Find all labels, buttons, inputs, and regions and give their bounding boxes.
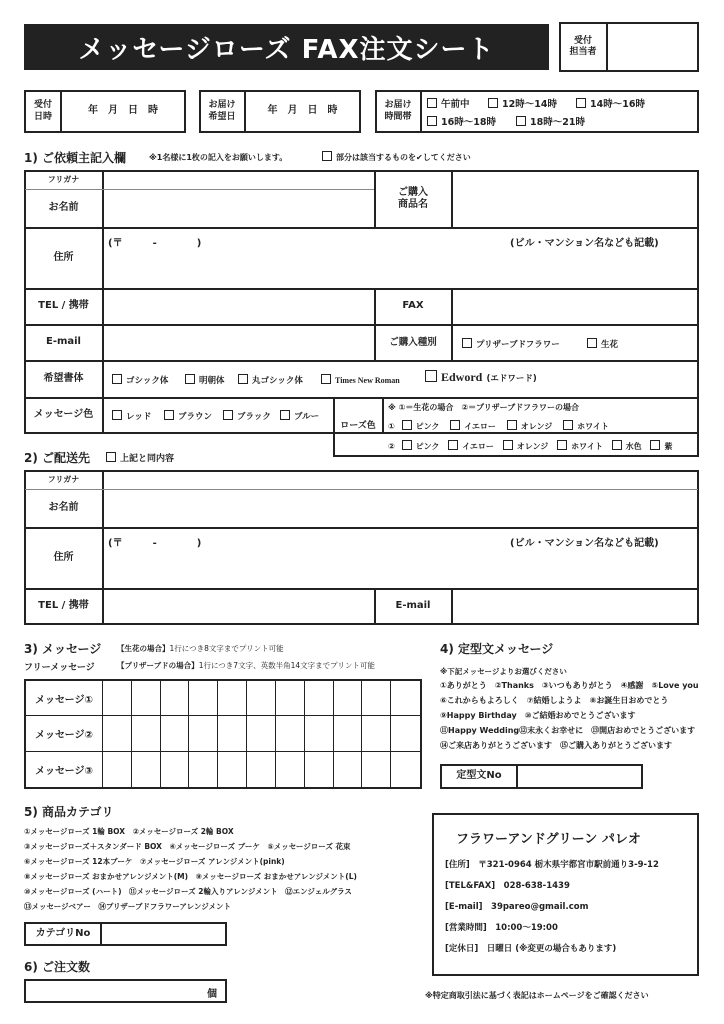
checkbox[interactable] (321, 374, 331, 384)
email-label: E-mail (395, 600, 431, 612)
postal-code[interactable]: (〒 - ) (108, 538, 202, 549)
checkbox-sample-icon (322, 151, 332, 161)
message-char-cell[interactable] (161, 752, 190, 787)
checkbox[interactable] (280, 410, 290, 420)
font-edword[interactable] (425, 370, 537, 385)
checkbox[interactable] (612, 440, 622, 450)
message-char-cell[interactable] (247, 681, 276, 716)
category-line: ①メッセージローズ 1輪 BOX ②メッセージローズ 2輪 BOX (24, 827, 234, 836)
staff-divider (606, 24, 608, 70)
section6-heading: 6) ご注文数 (24, 960, 91, 974)
slot-12-14[interactable] (488, 96, 557, 110)
section3-heading: 3) メッセージ (24, 642, 102, 656)
message-char-cell[interactable] (305, 716, 334, 751)
requester-name-input[interactable] (104, 190, 373, 226)
page-title: メッセージローズ FAX注文シート (78, 34, 495, 65)
row-divider (25, 588, 698, 590)
message-char-cell[interactable] (103, 716, 132, 751)
checkbox[interactable] (106, 452, 116, 462)
message-char-cell[interactable] (305, 752, 334, 787)
checkbox[interactable] (112, 410, 122, 420)
message-row-label: メッセージ② (26, 716, 103, 751)
shop-tel: [TEL&FAX] 028-638-1439 (445, 881, 570, 891)
shop-hours: [営業時間] 10:00〜19:00 (445, 923, 558, 933)
purchase-type-label: ご購入種別 (389, 336, 437, 348)
note-bracket: 【プリザーブドの場合】 (117, 661, 199, 670)
option-label: 紫 (664, 442, 673, 451)
slot-label: 18時〜21時 (530, 117, 585, 128)
rose-note: ※ ①＝生花の場合 ②＝プリザーブドフラワーの場合 (388, 403, 579, 412)
section4-heading: 4) 定型文メッセージ (440, 642, 554, 656)
edword-kana: (エドワード) (486, 374, 537, 384)
message-char-cell[interactable] (189, 716, 218, 751)
checkbox[interactable] (112, 374, 122, 384)
col-divider (451, 589, 453, 624)
rose1-row (388, 420, 609, 432)
staff-label: 受付 担当者 (569, 35, 597, 57)
template-line: ⑭ご来店ありがとうございます ⑮ご購入ありがとうございます (440, 741, 672, 750)
checkbox[interactable] (402, 420, 412, 430)
checkbox[interactable] (563, 420, 573, 430)
option-label: オレンジ (516, 442, 549, 451)
category-line: ⑥メッセージローズ 12本ブーケ ⑦メッセージローズ アレンジメント(pink) (24, 857, 285, 866)
template-no-label: 定型文No (456, 770, 502, 782)
title-bar (24, 24, 549, 70)
quantity-unit: 個 (207, 989, 217, 1000)
slot-label: 午前中 (441, 99, 470, 110)
receipt-date-value[interactable]: 年 月 日 時 (88, 105, 158, 117)
message-char-cell[interactable] (362, 681, 391, 716)
message-color-label: メッセージ色 (33, 409, 94, 421)
checkbox[interactable] (427, 116, 437, 126)
option-label: レッド (126, 412, 152, 422)
building-note: (ビル・マンション名なども記載) (510, 238, 659, 249)
template-line: ⑪Happy Wedding⑫末永くお幸せに ⑬開店おめでとうございます (440, 726, 696, 735)
section2-heading: 2) ご配送先 (24, 451, 91, 465)
color-blue[interactable] (280, 410, 319, 422)
option-label: 水色 (625, 442, 642, 451)
option-label: Times New Roman (335, 376, 400, 385)
message-char-cell[interactable] (305, 681, 334, 716)
message-grid (24, 679, 422, 789)
option-label: ピンク (415, 442, 440, 451)
option-label: ブラック (237, 412, 271, 422)
message-char-cell[interactable] (189, 752, 218, 787)
message-char-cell[interactable] (189, 681, 218, 716)
category-line: ⑧メッセージローズ おまかせアレンジメント(M) ⑨メッセージローズ おまかせアレンジメント(L) (24, 872, 357, 881)
category-no-label: カテゴリNo (35, 927, 91, 939)
name-label: お名前 (48, 202, 79, 214)
slot-18-21[interactable] (516, 114, 585, 128)
font-mincho[interactable] (185, 374, 225, 386)
row-divider (25, 360, 698, 362)
message-char-cell[interactable] (276, 716, 305, 751)
message-char-cell[interactable] (276, 752, 305, 787)
checkbox[interactable] (238, 374, 248, 384)
option-label: イエロー (462, 442, 494, 451)
font-times[interactable] (321, 374, 400, 386)
message-char-cell[interactable] (218, 681, 247, 716)
template-list (440, 680, 710, 760)
message-char-cell[interactable] (218, 752, 247, 787)
shop-info (445, 858, 695, 968)
delivery-date-label: お届け 希望日 (208, 100, 236, 122)
section3-note1 (117, 643, 284, 654)
color-brown[interactable] (164, 410, 212, 422)
section4-note: ※下記メッセージよりお選びください (440, 667, 567, 676)
template-line: ①ありがとう ②Thanks ③いつもありがとう ④感謝 ⑤Love you (440, 681, 699, 690)
message-char-cell[interactable] (391, 681, 420, 716)
message-char-cell[interactable] (218, 716, 247, 751)
category-line: ③メッセージローズ＋スタンダード BOX ④メッセージローズ ブーケ ⑤メッセージローズ 花束 (24, 842, 351, 851)
delivery-date-value[interactable]: 年 月 日 時 (267, 105, 338, 117)
option-label: ゴシック体 (126, 376, 169, 386)
option-label: ホワイト (571, 442, 603, 451)
note-text: 部分は該当するものを✔してください (336, 153, 471, 162)
checkbox[interactable] (462, 338, 472, 348)
product-label: ご購入 商品名 (398, 186, 428, 210)
section1-note1: ※1名様に1枚の記入をお願いします。 (149, 153, 288, 162)
font-maru-gothic[interactable] (238, 374, 303, 386)
option-label: ブラウン (178, 412, 213, 422)
checkbox[interactable] (557, 440, 567, 450)
address-label: 住所 (53, 551, 74, 563)
postal-code[interactable]: (〒 - ) (108, 238, 202, 249)
message-char-cell[interactable] (334, 752, 363, 787)
checkbox[interactable] (402, 440, 412, 450)
message-char-cell[interactable] (391, 716, 420, 751)
option-label: 明朝体 (199, 376, 225, 386)
section1-heading: 1) ご依頼主記入欄 (24, 151, 127, 165)
slot-label: 16時〜18時 (441, 117, 496, 128)
message-char-cell[interactable] (334, 716, 363, 751)
divider (420, 92, 422, 131)
template-line: ⑥これからもよろしく ⑦結婚しようよ ⑧お誕生日おめでとう (440, 696, 669, 705)
checkbox[interactable] (185, 374, 195, 384)
color-red[interactable] (112, 410, 151, 422)
checkbox[interactable] (576, 98, 586, 108)
row-divider (25, 527, 698, 529)
shop-email: [E-mail] 39pareo@gmail.com (445, 902, 589, 912)
row-divider (25, 227, 698, 229)
checkbox[interactable] (488, 98, 498, 108)
checkbox[interactable] (425, 370, 437, 382)
tel-label: TEL / 携帯 (38, 600, 89, 612)
option-label: ホワイト (577, 422, 609, 431)
address-label: 住所 (53, 251, 74, 263)
option-label: Edword (441, 370, 483, 384)
checkbox[interactable] (427, 98, 437, 108)
row-divider (25, 288, 698, 290)
checkbox[interactable] (503, 440, 513, 450)
fax-label: FAX (402, 300, 424, 312)
rose-color-label: ローズ色 (340, 421, 376, 432)
category-line: ⑬メッセージベアー ⑭プリザーブドフラワーアレンジメント (24, 902, 231, 911)
quantity-box[interactable] (24, 979, 227, 1003)
message-char-cell[interactable] (247, 752, 276, 787)
note-bracket: 【生花の場合】 (117, 644, 170, 653)
shop-holiday: [定休日] 日曜日 (※変更の場合もあります) (445, 944, 617, 954)
tel-label: TEL / 携帯 (38, 300, 89, 312)
message-char-cell[interactable] (161, 681, 190, 716)
section5-heading: 5) 商品カテゴリ (24, 805, 114, 819)
rose2-row (388, 440, 672, 452)
slot-label: 12時〜14時 (502, 99, 557, 110)
note-text: 1行につき7文字、英数半角14文字までプリント可能 (198, 661, 375, 670)
product-input[interactable] (453, 172, 698, 226)
checkbox[interactable] (450, 420, 460, 430)
furigana-label: フリガナ (47, 175, 80, 184)
furigana-line (25, 489, 698, 490)
checkbox[interactable] (164, 410, 174, 420)
same-as-above[interactable] (106, 451, 174, 464)
section3-sub: フリーメッセージ (24, 663, 95, 673)
option-label: プリザーブドフラワー (476, 340, 560, 350)
option-label: イエロー (464, 422, 496, 431)
purchase-fresh[interactable] (587, 338, 618, 350)
checkbox[interactable] (650, 440, 660, 450)
category-line: ⑩メッセージローズ (ハート) ⑪メッセージローズ 2輪入りアレンジメント ⑫エンジェルグラス (24, 887, 352, 896)
slot-label: 14時〜16時 (590, 99, 645, 110)
checkbox[interactable] (448, 440, 458, 450)
checkbox[interactable] (587, 338, 597, 348)
message-char-cell[interactable] (132, 752, 161, 787)
message-char-cell[interactable] (334, 681, 363, 716)
slot-14-16[interactable] (576, 96, 645, 110)
rose2-mark: ② (388, 442, 395, 451)
message-char-cell[interactable] (362, 716, 391, 751)
section3-note2 (117, 660, 375, 671)
receipt-date-label: 受付 日時 (33, 100, 52, 122)
option-label: ピンク (415, 422, 440, 431)
option-label: 上記と同内容 (120, 454, 175, 464)
rose1-mark: ① (388, 422, 395, 431)
col-divider (382, 398, 384, 433)
message-char-cell[interactable] (103, 752, 132, 787)
message-char-cell[interactable] (132, 716, 161, 751)
purchase-preserved[interactable] (462, 338, 560, 350)
checkbox[interactable] (507, 420, 517, 430)
color-black[interactable] (223, 410, 271, 422)
name-label: お名前 (48, 502, 79, 514)
message-char-cell[interactable] (276, 681, 305, 716)
shop-name: フラワーアンドグリーン パレオ (456, 832, 641, 847)
delivery-time-label: お届け 時間帯 (384, 100, 412, 122)
checkbox[interactable] (516, 116, 526, 126)
furigana-label: フリガナ (47, 475, 80, 484)
category-list (24, 826, 424, 916)
checkbox[interactable] (223, 410, 233, 420)
message-char-cell[interactable] (132, 681, 161, 716)
section1-note2 (322, 151, 471, 163)
slot-am[interactable] (427, 96, 470, 110)
option-label: 生花 (601, 340, 619, 350)
note-text: 1行につき8文字までプリント可能 (169, 644, 284, 653)
option-label: ブルー (294, 412, 320, 422)
template-no-input[interactable] (518, 766, 641, 787)
shop-address: [住所] 〒321-0964 栃木県宇都宮市駅前通り3-9-12 (445, 860, 659, 870)
font-label: 希望書体 (43, 372, 84, 384)
message-char-cell[interactable] (391, 752, 420, 787)
option-label: オレンジ (520, 422, 553, 431)
email-label: E-mail (45, 336, 81, 348)
category-no-input[interactable] (102, 924, 225, 944)
message-char-cell[interactable] (362, 752, 391, 787)
font-gothic[interactable] (112, 374, 168, 386)
template-line: ⑨Happy Birthday ⑩ご結婚おめでとうございます (440, 711, 636, 720)
row-divider (25, 324, 698, 326)
message-char-cell[interactable] (103, 681, 132, 716)
option-label: 丸ゴシック体 (252, 376, 303, 386)
recipient-name-input[interactable] (104, 491, 698, 526)
message-row-label: メッセージ③ (26, 752, 103, 787)
footer-note: ※特定商取引法に基づく表記はホームページをご確認ください (425, 991, 649, 1000)
slot-16-18[interactable] (427, 114, 496, 128)
building-note: (ビル・マンション名なども記載) (510, 538, 659, 549)
message-char-cell[interactable] (161, 716, 190, 751)
message-row-label: メッセージ① (26, 681, 103, 716)
message-char-cell[interactable] (247, 716, 276, 751)
